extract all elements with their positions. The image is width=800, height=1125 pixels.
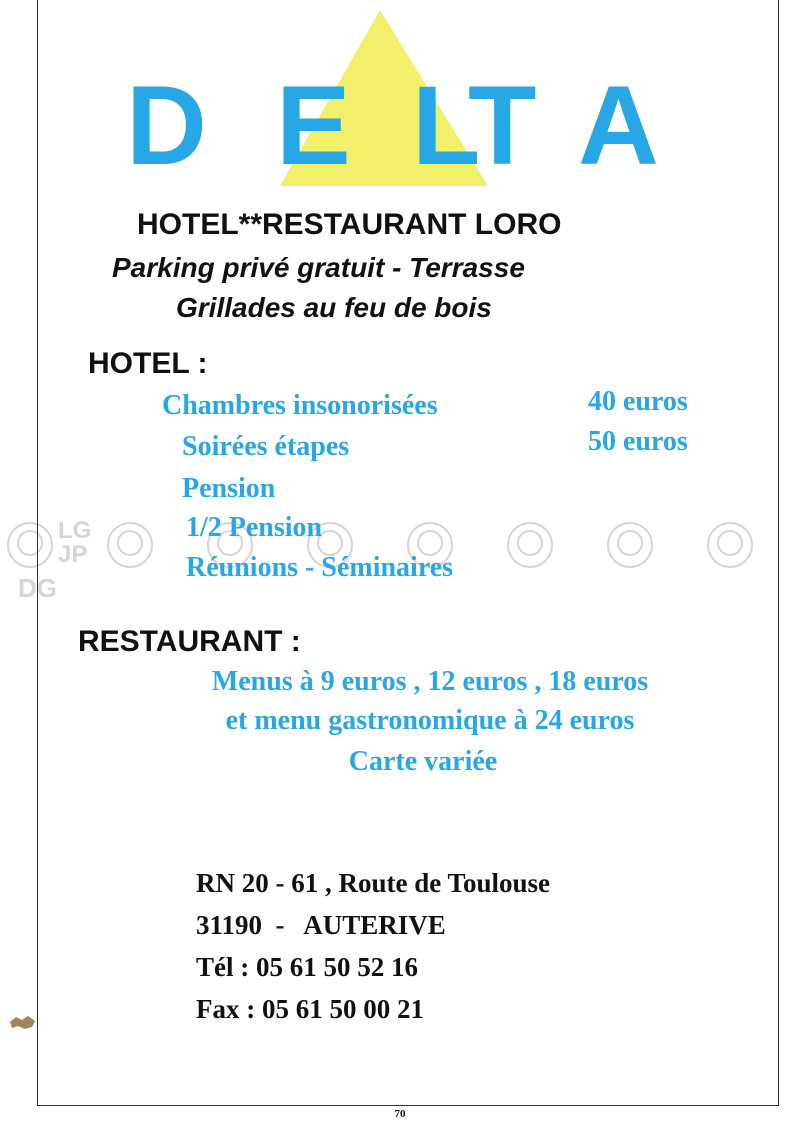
hotel-heading: HOTEL :	[88, 347, 208, 380]
address: RN 20 - 61 , Route de Toulouse	[196, 868, 551, 898]
price: 50 euros	[588, 426, 688, 457]
watermark-lg: LG	[58, 517, 92, 544]
paper-stain	[8, 1013, 38, 1033]
logo-letter-t: T	[468, 63, 537, 188]
watermark-dg: DG	[18, 573, 57, 603]
fax: Fax : 05 61 50 00 21	[196, 994, 424, 1024]
telephone: Tél : 05 61 50 52 16	[196, 952, 418, 982]
price: 40 euros	[588, 386, 688, 417]
hotel-item: Soirées étapes	[182, 431, 350, 462]
hotel-item: Réunions - Séminaires	[186, 552, 454, 583]
restaurant-line: Menus à 9 euros , 12 euros , 18 euros	[211, 666, 649, 697]
page-number: 70	[394, 1108, 406, 1120]
hotel-restaurant-name: HOTEL**RESTAURANT LORO	[137, 208, 562, 241]
city: 31190 - AUTERIVE	[196, 910, 446, 940]
delta-logo	[120, 8, 680, 188]
hotel-item: 1/2 Pension	[186, 512, 323, 543]
grill-tagline: Grillades au feu de bois	[176, 292, 492, 323]
logo-letter-d: D	[126, 63, 207, 188]
logo-letter-l: L	[412, 63, 481, 188]
hotel-item: Pension	[182, 473, 276, 504]
restaurant-line: et menu gastronomique à 24 euros	[225, 705, 635, 736]
parking-terrace-tagline: Parking privé gratuit - Terrasse	[112, 252, 525, 283]
watermark-jp: JP	[58, 541, 88, 568]
restaurant-line: Carte variée	[348, 746, 498, 777]
restaurant-heading: RESTAURANT :	[78, 625, 301, 658]
logo-letter-e: E	[276, 63, 351, 188]
logo-letter-a: A	[578, 63, 659, 188]
hotel-item: Chambres insonorisées	[162, 390, 438, 421]
